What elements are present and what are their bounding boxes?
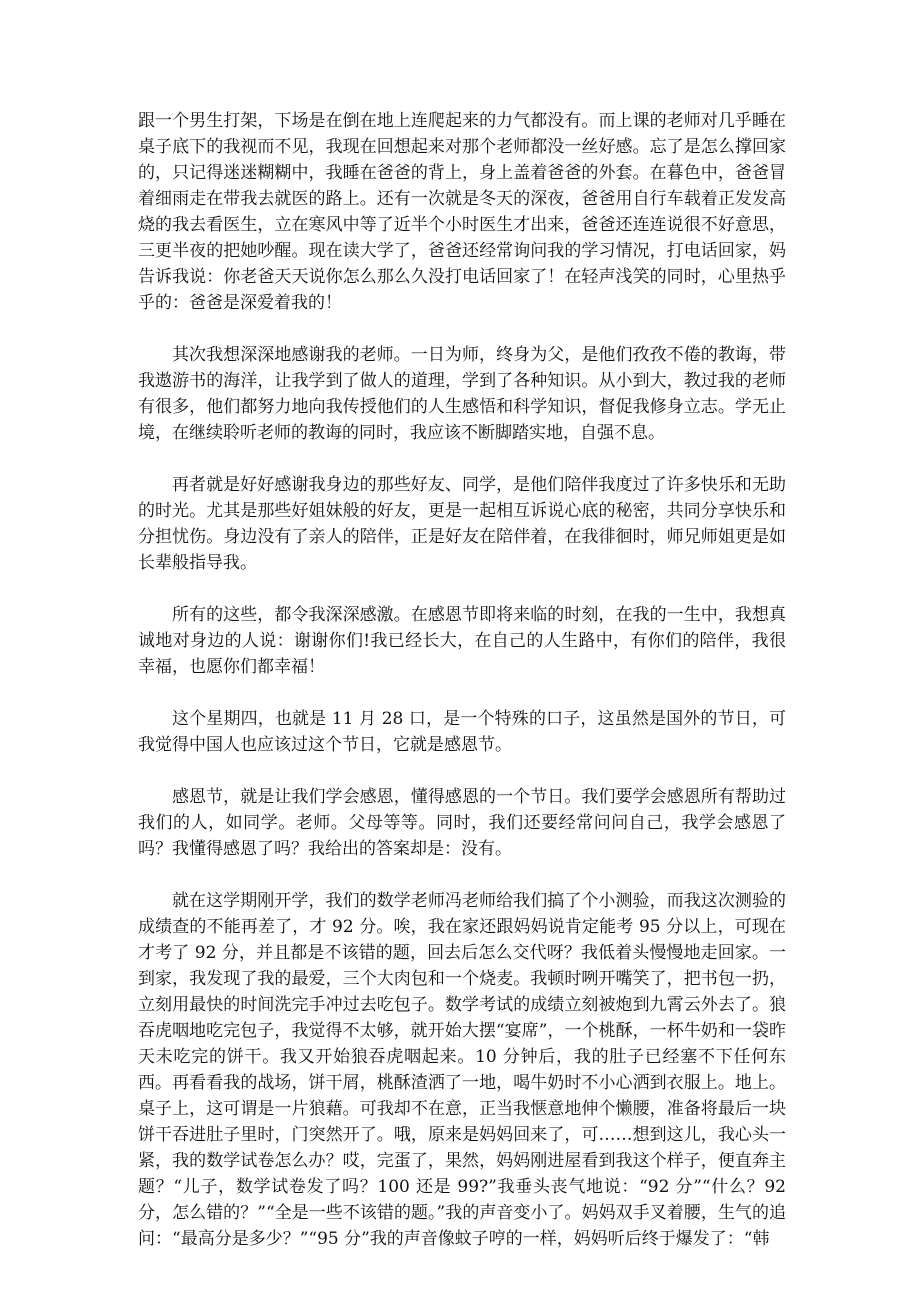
- paragraph-thanksgiving-meaning: 感恩节，就是让我们学会感恩，懂得感恩的一个节日。我们要学会感恩所有帮助过我们的人，如同学。老师。父母等等。同时，我们还要经常问问自己，我学会感恩了吗？我懂得感恩了吗？我给出的答案却是：没有。: [138, 787, 786, 859]
- document-page: [138, 108, 786, 1252]
- paragraph-father-memories: 跟一个男生打架，下场是在倒在地上连爬起来的力气都没有。而上课的老师对几乎睡在桌子底下的我视而不见，我现在回想起来对那个老师都没一丝好感。忘了是怎么撑回家的，只记得迷迷糊糊中，我睡在爸爸的背上，身上盖着爸爸的外套。在暮色中，爸爸冒着细雨走在带我去就医的路上。还有一次就是冬天的深夜，爸爸用自行车载着正发发高烧的我去看医生，立在寒风中等了近半个小时医生才出来，爸爸还连连说很不好意思，三更半夜的把她吵醒。现在读大学了，爸爸还经常询问我的学习情况，打电话回家，妈告诉我说：你老爸天天说你怎么那么久没打电话回家了！在轻声浅笑的同时，心里热乎乎的：爸爸是深爱着我的！: [138, 111, 786, 313]
- paragraph-thanksgiving-intro: 这个星期四，也就是 11 月 28 口，是一个特殊的口子，这虽然是国外的节日，可我觉得中国人也应该过这个节日，它就是感恩节。: [138, 709, 786, 755]
- paragraph-thank-teachers: 其次我想深深地感谢我的老师。一日为师，终身为父，是他们孜孜不倦的教诲，带我遨游书的海洋，让我学到了做人的道理，学到了各种知识。从小到大，教过我的老师有很多，他们都努力地向我传授他们的人生感悟和科学知识，督促我修身立志。学无止境，在继续聆听老师的教诲的同时，我应该不断脚踏实地，自强不息。: [138, 345, 786, 443]
- paragraph-thank-friends: 再者就是好好感谢我身边的那些好友、同学，是他们陪伴我度过了许多快乐和无助的时光。尤其是那些好姐妹般的好友，更是一起相互诉说心底的秘密，共同分享快乐和分担忧伤。身边没有了亲人的陪伴，正是好友在陪伴着，在我徘徊时，师兄师姐更是如长辈般指导我。: [138, 475, 786, 573]
- paragraph-math-test-story: 就在这学期刚开学，我们的数学老师冯老师给我们搞了个小测验，而我这次测验的成绩查的不能再差了，才 92 分。唉，我在家还跟妈妈说肯定能考 95 分以上，可现在才考了 92 分，并且都是不该错的题，回去后怎么交代呀？我低着头慢慢地走回家。一到家，我发现了我的最爱，三个大肉包和一个烧麦。我顿时咧开嘴笑了，把书包一扔，立刻用最快的时间洗完手冲过去吃包子。数学考试的成绩立刻被炮到九霄云外去了。狼吞虎咽地吃完包子，我觉得不太够，就开始大摆“宴席”，一个桃酥，一杯牛奶和一袋昨天未吃完的饼干。我又开始狼吞虎咽起来。10 分钟后，我的肚子已经塞不下任何东西。再看看我的战场，饼干屑，桃酥渣洒了一地，喝牛奶时不小心洒到衣服上。地上。桌子上，这可谓是一片狼藉。可我却不在意，正当我惬意地伸个懒腰，准备将最后一块饼干吞进肚子里时，门突然开了。哦，原来是妈妈回来了，可……想到这儿，我心头一紧，我的数学试卷怎么办？哎，完蛋了，果然，妈妈刚进屋看到我这个样子，便直奔主题？“儿子，数学试卷发了吗？100 还是 99?”我垂头丧气地说：“92 分”“什么？92 分，怎么错的？”“全是一些不该错的题。”我的声音变小了。妈妈双手叉着腰，生气的追问：“最高分是多少？”“95 分”我的声音像蚊子哼的一样，妈妈听后终于爆发了：“韩: [138, 891, 786, 1249]
- paragraph-gratitude-wishes: 所有的这些，都令我深深感激。在感恩节即将来临的时刻，在我的一生中，我想真诚地对身边的人说：谢谢你们!我已经长大，在自己的人生路中，有你们的陪伴，我很幸福，也愿你们都幸福！: [138, 605, 786, 677]
